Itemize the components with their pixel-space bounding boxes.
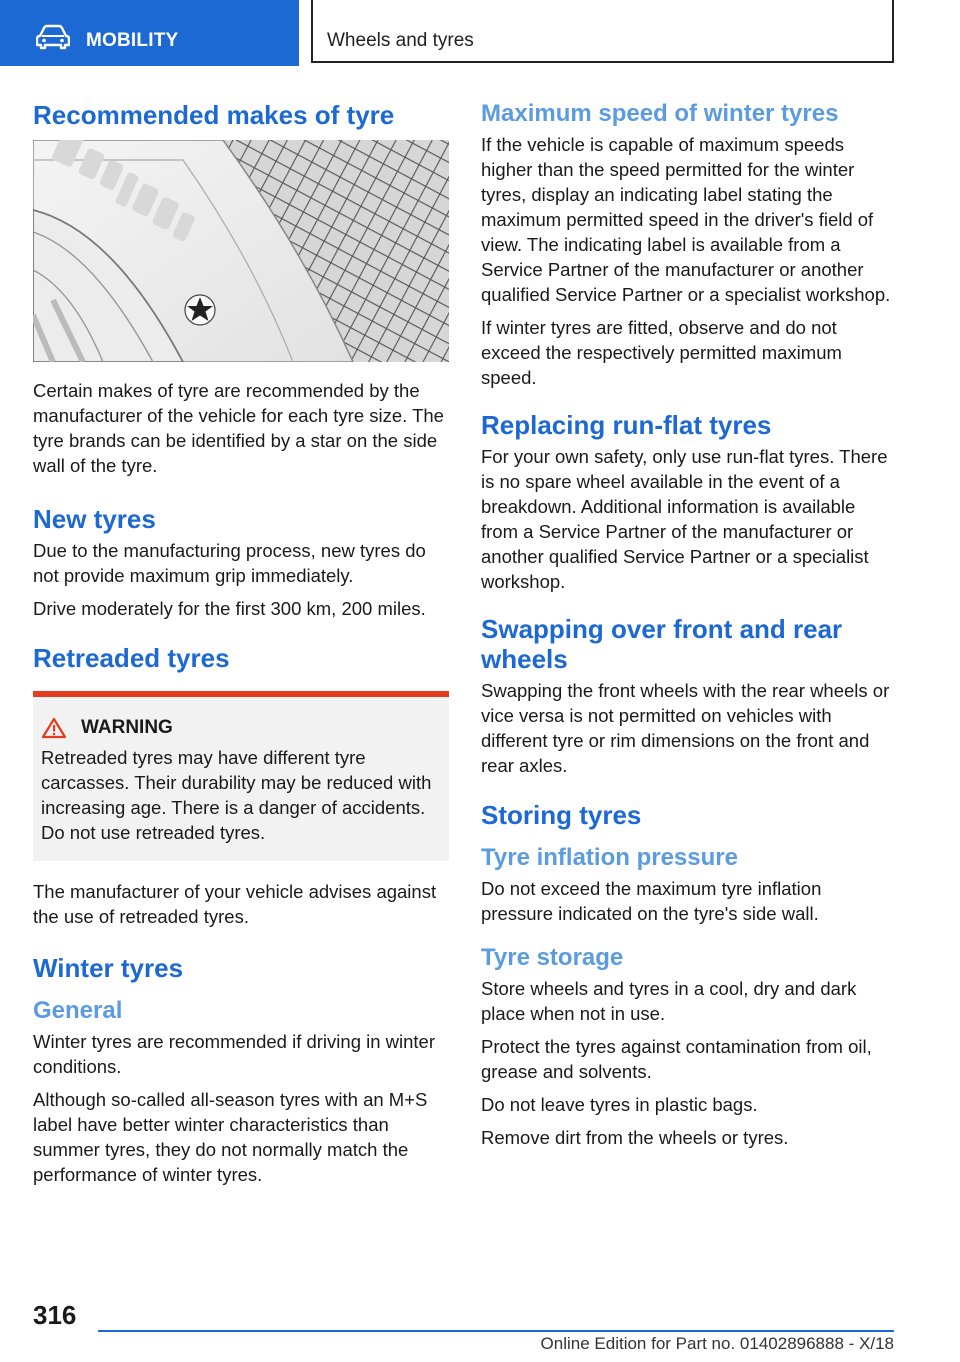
- paragraph-general-1: Winter tyres are recommended if driving in winter conditions.: [33, 1031, 436, 1077]
- section-title: MOBILITY: [86, 30, 179, 51]
- paragraph-storage-1: Store wheels and tyres in a cool, dry and dark place when not in use.: [481, 978, 857, 1024]
- car-icon: [36, 24, 70, 50]
- warning-text: Retreaded tyres may have different tyre carcasses. Their durability may be reduced with increasing age. There is a danger of accidents. Do not use retreaded tyres.: [41, 747, 432, 843]
- heading-storing-tyres: Storing tyres: [481, 800, 642, 830]
- edition-note: Online Edition for Part no. 01402896888 - X/18: [540, 1334, 894, 1353]
- section-tab: [0, 0, 299, 66]
- paragraph-swapping-wheels: Swapping the front wheels with the rear wheels or vice versa is not permitted on vehicles with different tyre or rim dimensions on the front and rear axles.: [481, 680, 890, 776]
- warning-triangle-icon: [41, 717, 67, 739]
- heading-tyre-storage: Tyre storage: [481, 944, 624, 971]
- paragraph-max-speed-1: If the vehicle is capable of maximum speeds higher than the speed permitted for the winter tyres, display an indicating label stating the maximum permitted speed in the driver's field of view. The indicating label is available from a Service Partner of the manufacturer or another qualified Service Partner or a specialist workshop.: [481, 134, 891, 305]
- paragraph-retreaded-advice: The manufacturer of your vehicle advises against the use of retreaded tyres.: [33, 881, 437, 927]
- right-column: [481, 100, 897, 1158]
- chapter-header: [311, 0, 894, 63]
- chapter-title: Wheels and tyres: [327, 30, 474, 51]
- page-number: 316: [33, 1300, 77, 1330]
- heading-replacing-run-flat: Replacing run-flat tyres: [481, 410, 772, 440]
- paragraph-storage-3: Do not leave tyres in plastic bags.: [481, 1094, 758, 1115]
- paragraph-max-speed-2: If winter tyres are fitted, observe and do not exceed the respectively permitted maximum speed.: [481, 317, 842, 388]
- paragraph-new-tyres-2: Drive moderately for the first 300 km, 200 miles.: [33, 598, 426, 619]
- paragraph-storage-4: Remove dirt from the wheels or tyres.: [481, 1127, 789, 1148]
- paragraph-new-tyres-1: Due to the manufacturing process, new tyres do not provide maximum grip immediately.: [33, 540, 426, 586]
- paragraph-storage-2: Protect the tyres against contamination from oil, grease and solvents.: [481, 1036, 872, 1082]
- left-column: [33, 100, 449, 1195]
- heading-max-speed-winter: Maximum speed of winter tyres: [481, 100, 839, 127]
- heading-general: General: [33, 997, 123, 1024]
- paragraph-recommended-makes: Certain makes of tyre are recommended by the manufacturer of the vehicle for each tyre size. The tyre brands can be identified by a star on the side wall of the tyre.: [33, 380, 444, 476]
- heading-retreaded-tyres: Retreaded tyres: [33, 643, 230, 673]
- heading-swapping-wheels: Swapping over front and rear wheels: [481, 614, 843, 674]
- heading-recommended-makes: Recommended makes of tyre: [33, 100, 395, 130]
- footer-divider: [98, 1330, 894, 1332]
- heading-winter-tyres: Winter tyres: [33, 953, 184, 983]
- warning-label: WARNING: [81, 717, 173, 738]
- heading-tyre-inflation-pressure: Tyre inflation pressure: [481, 844, 738, 871]
- paragraph-general-2: Although so-called all-season tyres with an M+S label have better winter characteristics than summer tyres, they do not normally match the performance of winter tyres.: [33, 1089, 428, 1185]
- paragraph-run-flat: For your own safety, only use run-flat tyres. There is no spare wheel available in the event of a breakdown. Additional information is available from a Service Partner of the manufacturer or another qualified Service Partner or a specialist workshop.: [481, 446, 888, 592]
- warning-box: [33, 691, 449, 861]
- heading-new-tyres: New tyres: [33, 504, 156, 534]
- paragraph-inflation-pressure: Do not exceed the maximum tyre inflation pressure indicated on the tyre's side wall.: [481, 878, 822, 924]
- tyre-star-marking-illustration: [33, 140, 449, 362]
